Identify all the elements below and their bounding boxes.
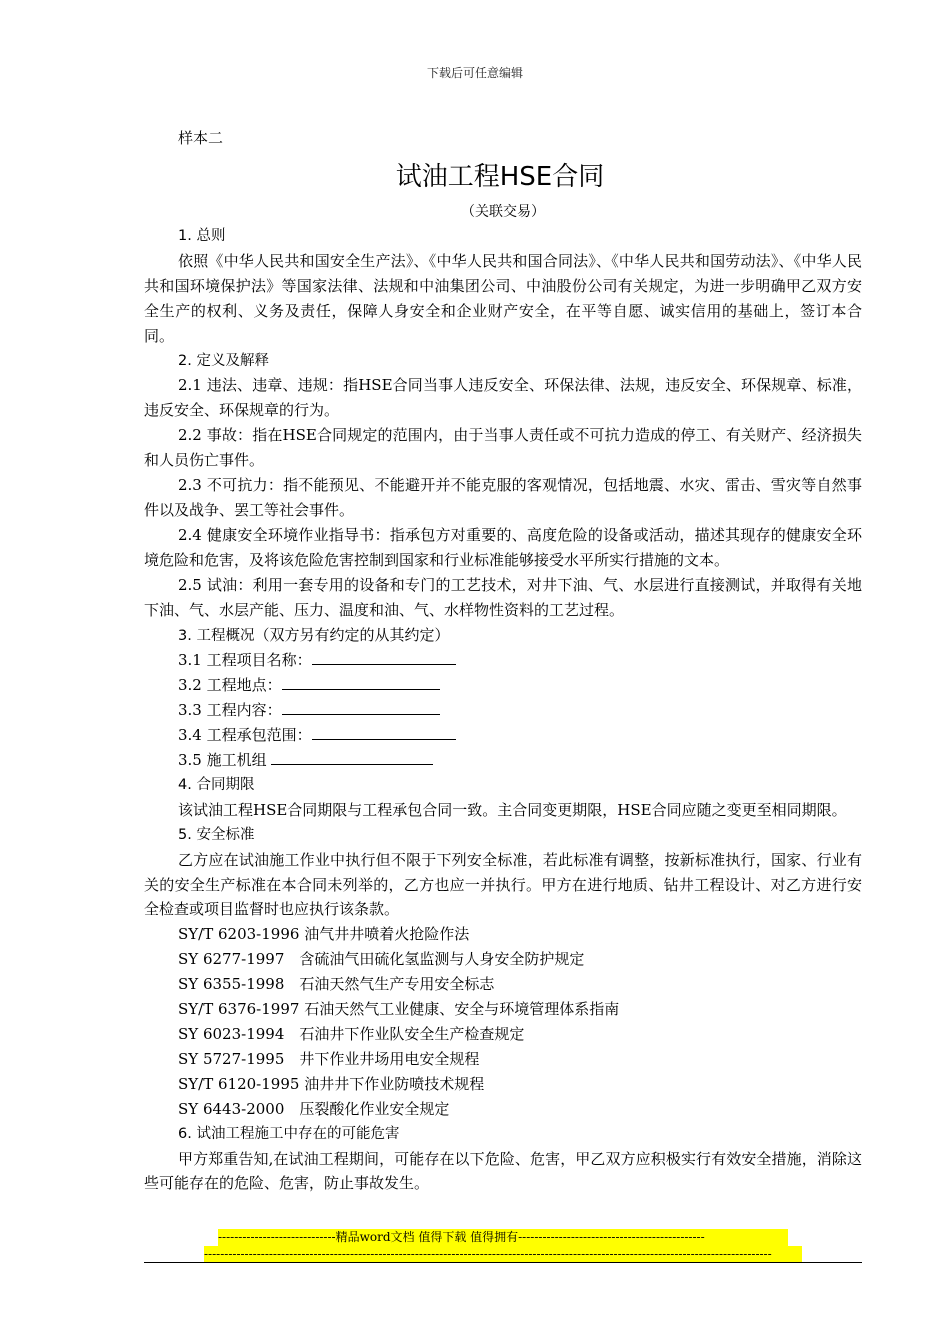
standard-item: SY 5727-1995 井下作业井场用电安全规程 [178, 1049, 480, 1068]
footer-banner-line-1: -----------------------------精品word文档 值得下载 值得拥有---------------------------------------------- [218, 1229, 788, 1246]
section-4-heading: 4. 合同期限 [178, 776, 255, 793]
field-3-4-blank[interactable] [312, 724, 456, 740]
section-6-heading: 6. 试油工程施工中存在的可能危害 [178, 1125, 400, 1142]
standard-item: SY 6443-2000 压裂酸化作业安全规定 [178, 1099, 450, 1118]
field-3-1-label: 3.1 工程项目名称： [178, 651, 312, 670]
section-1-paragraph: 依照《中华人民共和国安全生产法》、《中华人民共和国合同法》、《中华人民共和国劳动法》、《中华人民共和国环境保护法》等国家法律、法规和中油集团公司、中油股份公司有关规定，为进一步明确甲乙双方安全生产的权利、义务及责任，保障人身安全和企业财产安全，在平等自愿、诚实信用的基础上，签订本合同。 [144, 251, 862, 345]
field-3-4 [144, 723, 862, 748]
standard-item: SY 6023-1994 石油井下作业队安全生产检查规定 [178, 1025, 525, 1043]
definition-2-2: 2.2 事故：指在HSE合同规定的范围内，由于当事人责任或不可抗力造成的停工、有关财产、经济损失和人员伤亡事件。 [144, 426, 862, 470]
section-1-heading: 1. 总则 [178, 228, 226, 244]
field-3-5-label: 3.5 施工机组 [178, 751, 267, 770]
section-3-title: 3. 工程概况 [178, 627, 255, 644]
definition-2-4: 2.4 健康安全环境作业指导书：指承包方对重要的、高度危险的设备或活动，描述其现存的健康安全环境危险和危害，及将该危险危害控制到国家和行业标准能够接受水平所实行措施的文本。 [144, 525, 862, 569]
field-3-3-blank[interactable] [282, 699, 440, 715]
field-3-3-label: 3.3 工程内容： [178, 701, 282, 720]
field-3-2-label: 3.2 工程地点： [178, 676, 282, 695]
page-header: 下载后可任意编辑 [426, 66, 523, 80]
standard-item: SY/T 6376-1997 石油天然气工业健康、安全与环境管理体系指南 [178, 1000, 620, 1019]
field-3-1-blank[interactable] [312, 649, 456, 665]
definition-2-3: 2.3 不可抗力：指不能预见、不能避开并不能克服的客观情况，包括地震、水灾、雷击、雪灾等自然事件以及战争、罢工等社会事件。 [144, 476, 862, 519]
standard-item: SY 6355-1998 石油天然气生产专用安全标志 [178, 975, 495, 994]
footer-rule [144, 1262, 862, 1263]
section-6-paragraph: 甲方郑重告知,在试油工程期间，可能存在以下危险、危害，甲乙双方应积极实行有效安全措施，消除这些可能存在的危险、危害，防止事故发生。 [144, 1149, 862, 1193]
standard-item: SY 6277-1997 含硫油气田硫化氢监测与人身安全防护规定 [178, 950, 585, 969]
field-3-2-blank[interactable] [282, 674, 440, 690]
standard-item: SY/T 6203-1996 油气井井喷着火抢险作法 [178, 925, 470, 944]
field-3-5 [144, 748, 862, 773]
section-4-paragraph: 该试油工程HSE合同期限与工程承包合同一致。主合同变更期限，HSE合同应随之变更至相同期限。 [178, 800, 847, 819]
field-3-2 [144, 673, 862, 698]
field-3-4-label: 3.4 工程承包范围： [178, 726, 312, 745]
field-3-5-blank[interactable] [271, 749, 433, 765]
section-3-heading [144, 623, 862, 649]
definition-2-1: 2.1 违法、违章、违规：指HSE合同当事人违反安全、环保法律、法规，违反安全、环保规章、标准，违反安全、环保规章的行为。 [144, 376, 862, 420]
sample-label: 样本二 [178, 129, 224, 147]
section-3-note: （双方另有约定的从其约定） [254, 625, 450, 644]
document-title: 试油工程HSE合同 [395, 162, 605, 192]
section-2-heading: 2. 定义及解释 [178, 352, 269, 369]
standard-item: SY/T 6120-1995 油井井下作业防喷技术规程 [178, 1074, 485, 1093]
document-subtitle: （关联交易） [461, 204, 545, 220]
definition-2-5: 2.5 试油：利用一套专用的设备和专门的工艺技术，对井下油、气、水层进行直接测试，并取得有关地下油、气、水层产能、压力、温度和油、气、水样物性资料的工艺过程。 [144, 575, 862, 619]
field-3-1 [144, 648, 862, 673]
section-5-heading: 5. 安全标准 [178, 826, 255, 843]
footer-banner-line-2: -------------------------------------------------------------------------------------------------------------------------------------------- [204, 1246, 802, 1262]
document-body [144, 224, 862, 1196]
section-5-paragraph: 乙方应在试油施工作业中执行但不限于下列安全标准，若此标准有调整，按新标准执行，国家、行业有关的安全生产标准在本合同未列举的，乙方也应一并执行。甲方在进行地质、钻井工程设计、对乙方进行安全检查或项目监督时也应执行该条款。 [144, 850, 862, 919]
field-3-3 [144, 698, 862, 723]
